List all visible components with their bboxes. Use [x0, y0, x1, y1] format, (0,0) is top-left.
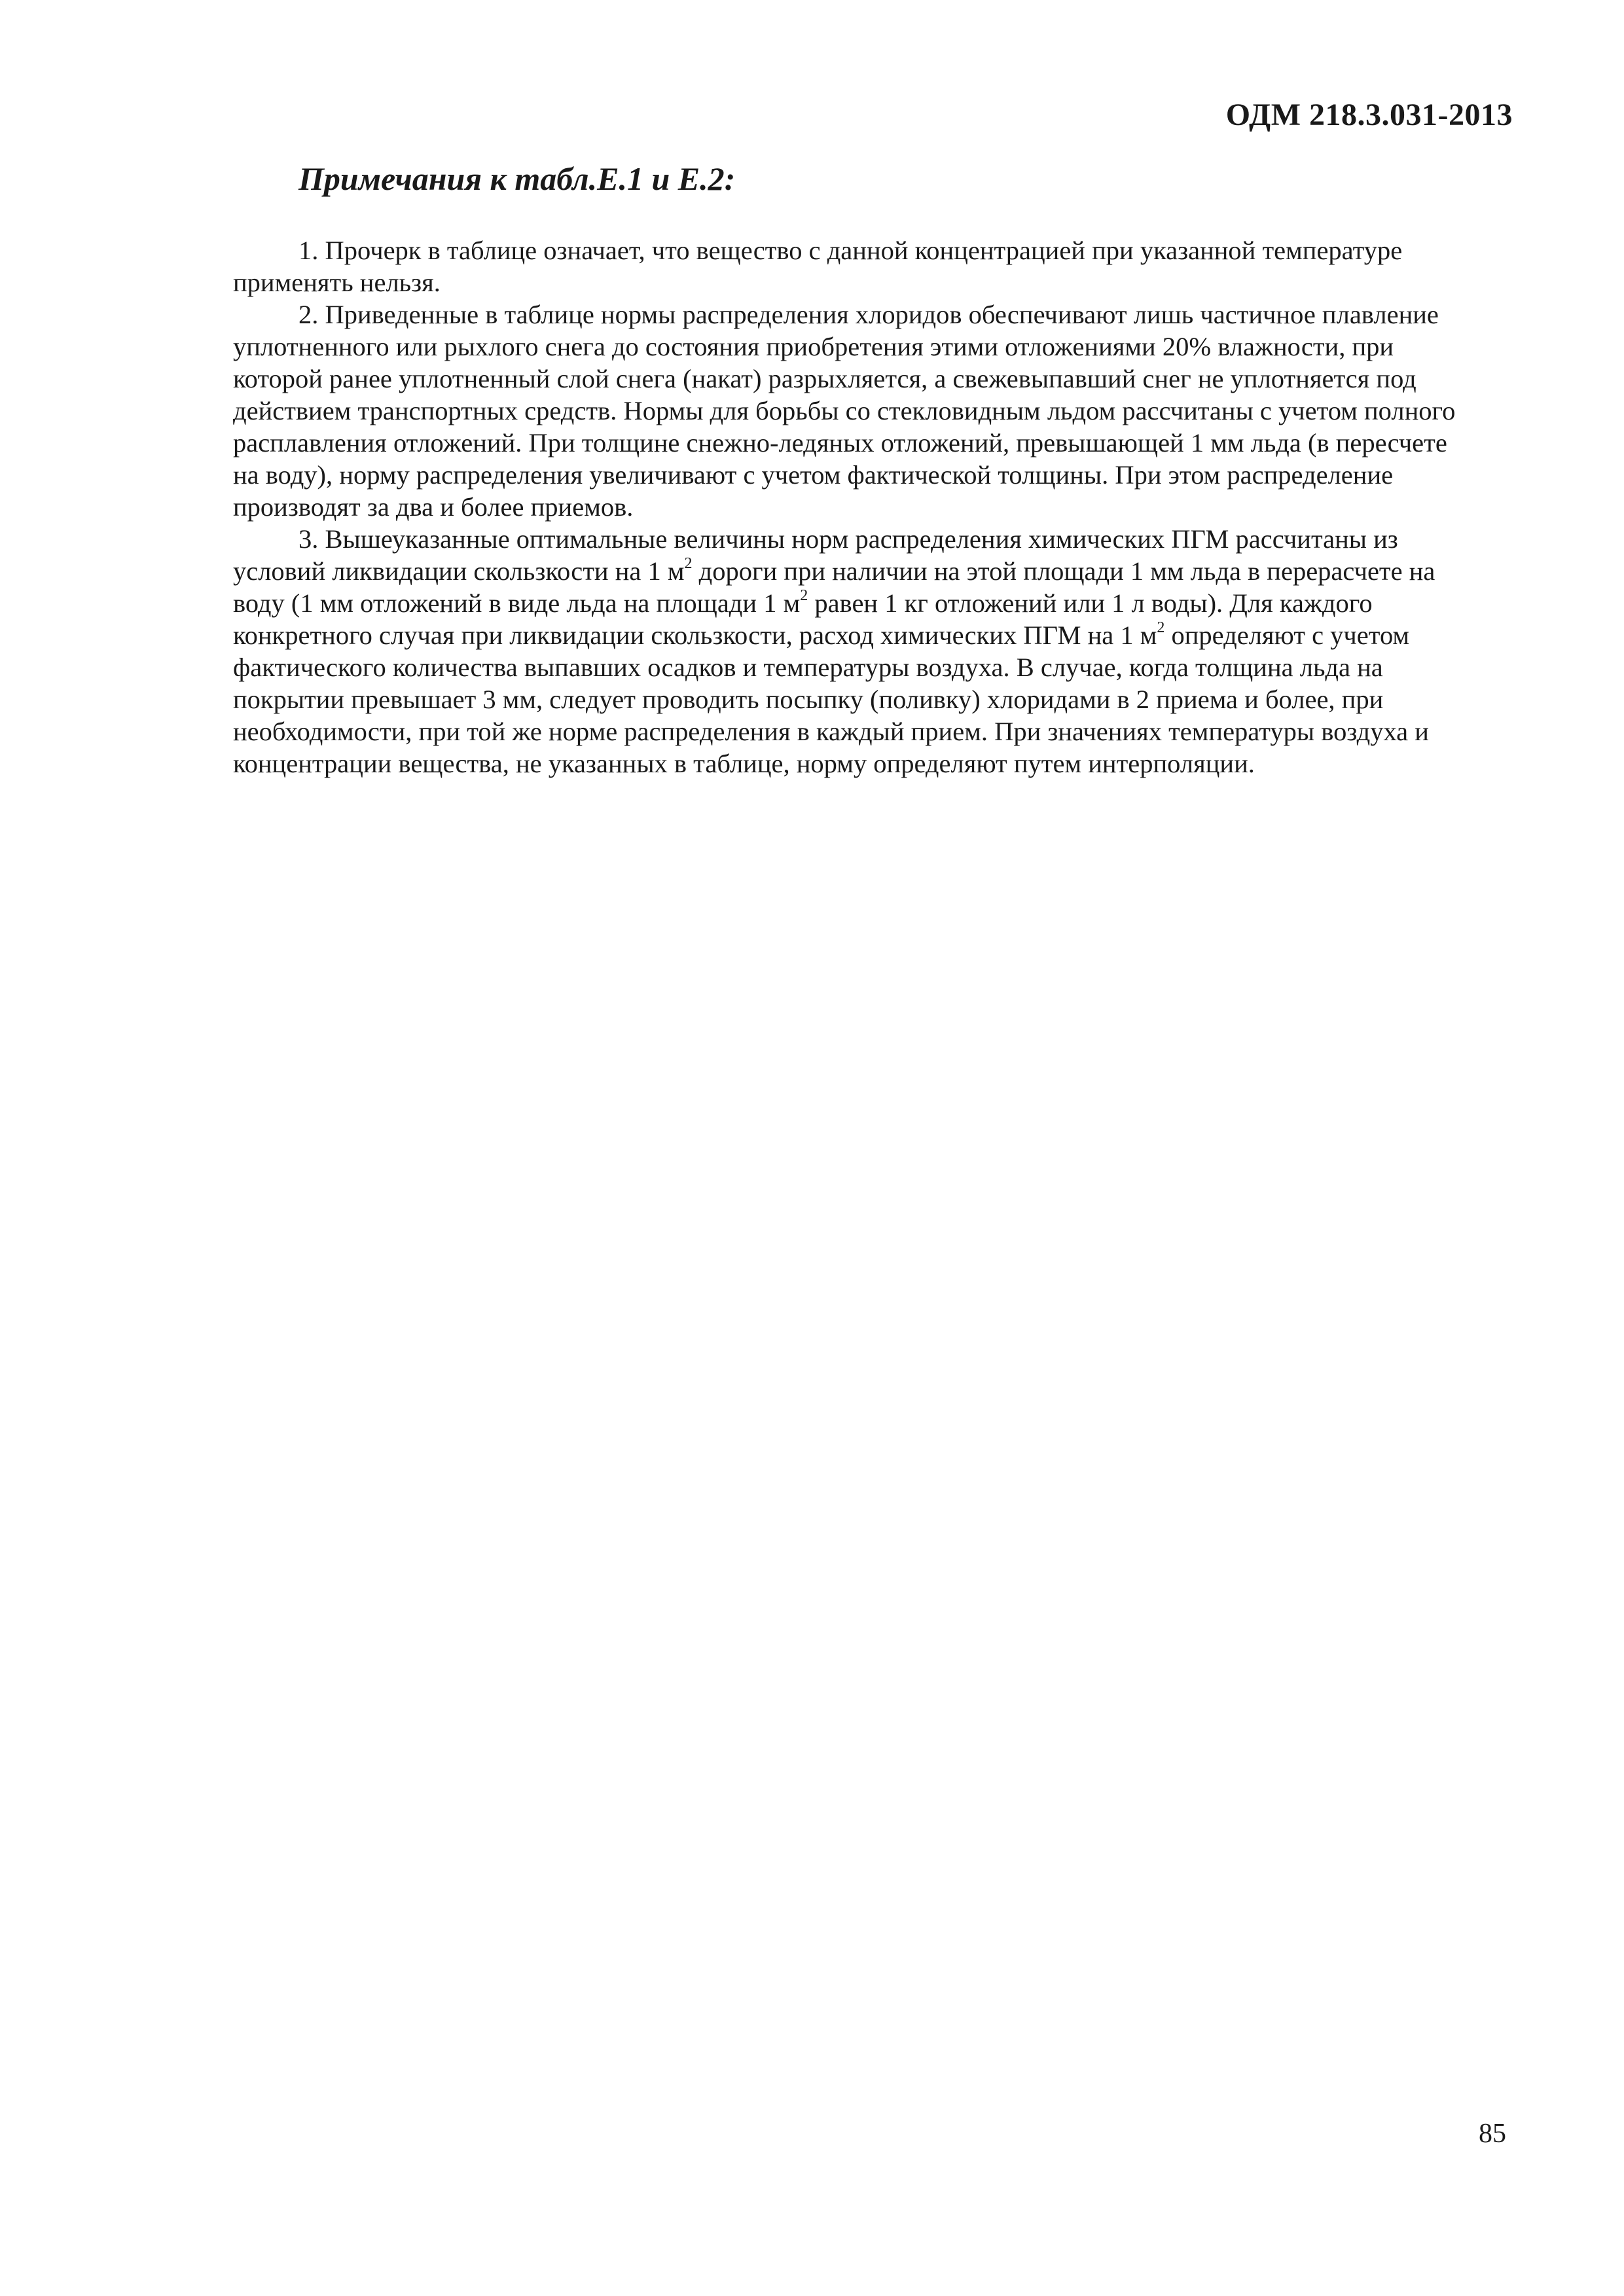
text-fragment: равен 1 кг отложений или 1 л воды). Для каждого — [808, 588, 1373, 618]
superscript-square: 2 — [1157, 619, 1165, 636]
superscript-square: 2 — [800, 587, 808, 604]
page-number: 85 — [1479, 2119, 1506, 2149]
notes-body — [233, 234, 1503, 780]
note-3-line: покрытии превышает 3 мм, следует проводить посыпку (поливку) хлоридами в 2 приема и более, при — [233, 685, 1384, 714]
note-1-line: применять нельзя. — [233, 268, 441, 297]
text-fragment: условий ликвидации скользкости на 1 м — [233, 556, 685, 586]
text-fragment: дороги при наличии на этой площади 1 мм льда в перерасчете на — [692, 556, 1435, 586]
note-2-line: расплавления отложений. При толщине снежно-ледяных отложений, превышающей 1 мм льда (в пересчете — [233, 428, 1447, 457]
note-3-line — [233, 619, 1503, 651]
note-3-line: концентрации вещества, не указанных в таблице, норму определяют путем интерполяции. — [233, 749, 1255, 778]
note-2-line: уплотненного или рыхлого снега до состояния приобретения этими отложениями 20% влажности, при — [233, 332, 1394, 361]
note-3-line — [233, 587, 1503, 619]
note-2-line: 2. Приведенные в таблице нормы распределения хлоридов обеспечивают лишь частичное плавление — [298, 300, 1439, 329]
note-2-line: которой ранее уплотненный слой снега (накат) разрыхляется, а свежевыпавший снег не уплотняется под — [233, 364, 1416, 393]
note-3-line — [233, 555, 1503, 587]
text-fragment: конкретного случая при ликвидации скользкости, расход химических ПГМ на 1 м — [233, 620, 1157, 650]
note-2-line: действием транспортных средств. Нормы для борьбы со стекловидным льдом рассчитаны с учетом полного — [233, 396, 1456, 425]
note-3-line: фактического количества выпавших осадков и температуры воздуха. В случае, когда толщина льда на — [233, 653, 1383, 682]
note-2-line: на воду), норму распределения увеличивают с учетом фактической толщины. При этом распределение — [233, 460, 1394, 490]
note-1-line: 1. Прочерк в таблице означает, что вещество с данной концентрацией при указанной температуре — [298, 236, 1403, 265]
note-3-line: 3. Вышеуказанные оптимальные величины норм распределения химических ПГМ рассчитаны из — [298, 524, 1398, 554]
document-code: ОДМ 218.3.031-2013 — [1225, 98, 1513, 132]
superscript-square: 2 — [684, 555, 693, 572]
text-fragment: определяют с учетом — [1164, 620, 1410, 650]
note-3-line: необходимости, при той же норме распределения в каждый прием. При значениях температуры воздуха и — [233, 717, 1429, 746]
text-fragment: воду (1 мм отложений в виде льда на площади 1 м — [233, 588, 801, 618]
notes-title: Примечания к табл.Е.1 и Е.2: — [298, 160, 736, 197]
note-2-line: производят за два и более приемов. — [233, 492, 634, 522]
